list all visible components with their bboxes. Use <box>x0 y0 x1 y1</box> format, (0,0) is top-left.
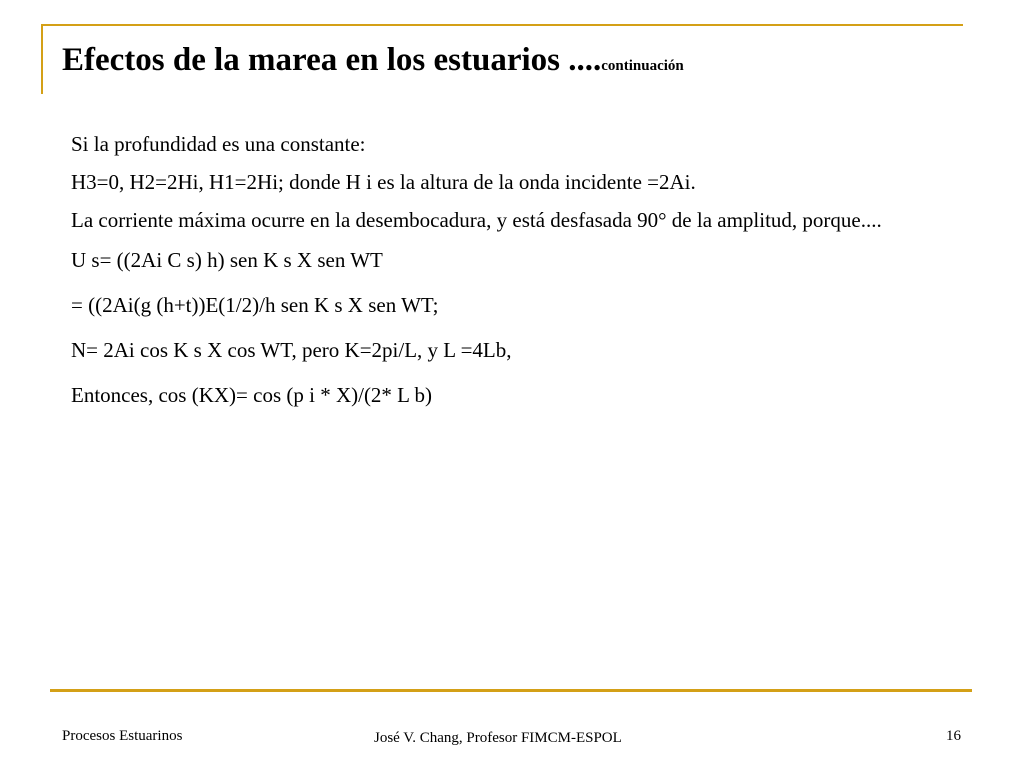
body-line-wave-heights: H3=0, H2=2Hi, H1=2Hi; donde H i es la altura de la onda incidente =2Ai. <box>71 170 696 194</box>
equation-us-expanded: = ((2Ai(g (h+t))E(1/2)/h sen K s X sen WT; <box>71 293 439 317</box>
body-line-max-current: La corriente máxima ocurre en la desembocadura, y está desfasada 90° de la amplitud, porque.... <box>71 208 882 232</box>
title-left-rule <box>41 24 43 94</box>
footer-author: José V. Chang, Profesor FIMCM-ESPOL <box>374 730 622 746</box>
slide-body <box>71 130 977 426</box>
slide-title <box>62 38 684 88</box>
title-top-rule <box>41 24 963 26</box>
slide-title-main: Efectos de la marea en los estuarios .... <box>62 42 602 78</box>
body-line-depth-constant: Si la profundidad es una constante: <box>71 132 366 156</box>
equation-us: U s= ((2Ai C s) h) sen K s X sen WT <box>71 248 383 272</box>
footer-page-number: 16 <box>946 728 961 744</box>
footer-course-name: Procesos Estuarinos <box>62 728 183 744</box>
footer-rule <box>50 689 972 692</box>
equation-cos-kx: Entonces, cos (KX)= cos (p i * X)/(2* L b) <box>71 383 432 407</box>
slide-title-suffix: continuación <box>601 58 684 74</box>
equation-n: N= 2Ai cos K s X cos WT, pero K=2pi/L, y L =4Lb, <box>71 338 512 362</box>
